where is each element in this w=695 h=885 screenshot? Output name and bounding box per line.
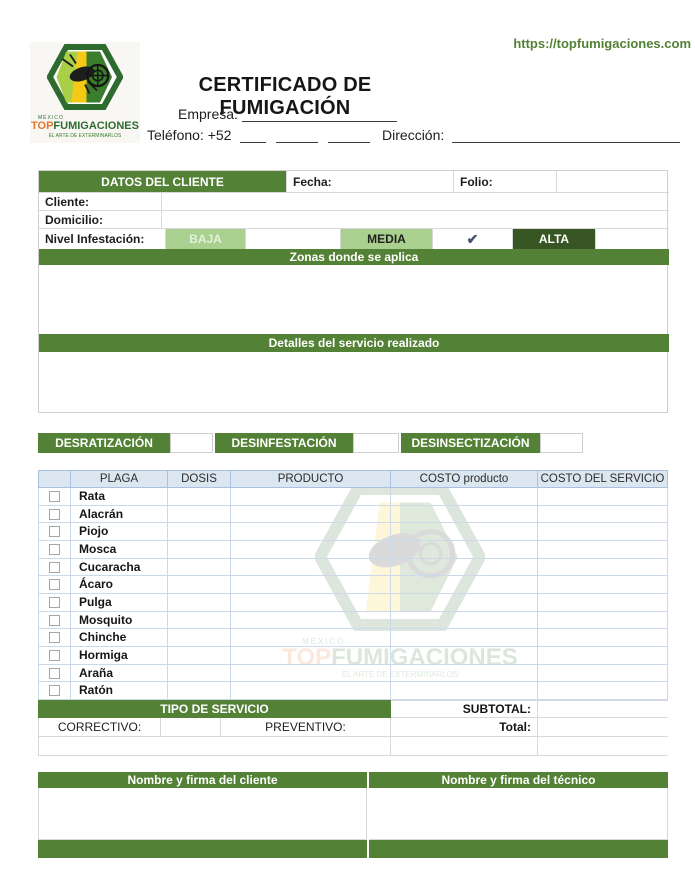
producto-cell[interactable] <box>231 541 391 559</box>
checkbox-icon[interactable] <box>49 544 60 555</box>
logo-tagline: EL ARTE DE EXTERMINARLOS <box>48 133 122 139</box>
service-type-row <box>38 433 668 453</box>
pest-name: Araña <box>71 665 168 683</box>
signature-section <box>38 772 668 858</box>
costo-servicio-cell[interactable] <box>538 665 668 683</box>
dosis-cell[interactable] <box>168 647 231 665</box>
pest-checkbox-cell[interactable] <box>38 612 71 630</box>
empresa-input[interactable] <box>242 108 397 122</box>
empty-cell-left[interactable] <box>38 737 391 756</box>
subtotal-value-cell[interactable] <box>538 700 668 718</box>
tech-signature-header: Nombre y firma del técnico <box>369 772 668 788</box>
dosis-cell[interactable] <box>168 612 231 630</box>
costo-producto-cell[interactable] <box>391 612 538 630</box>
pest-name: Mosca <box>71 541 168 559</box>
hexagon-logo-icon <box>47 44 123 110</box>
dosis-cell[interactable] <box>168 665 231 683</box>
dosis-cell[interactable] <box>168 506 231 524</box>
col-producto: PRODUCTO <box>231 470 391 488</box>
checkbox-icon[interactable] <box>49 509 60 520</box>
check-icon: ✔ <box>466 230 479 247</box>
pest-row <box>38 682 668 700</box>
empresa-line <box>178 106 397 122</box>
pest-row <box>38 594 668 612</box>
service-desratizacion-check-cell[interactable] <box>170 433 213 453</box>
fecha-label: Fecha: <box>293 174 332 189</box>
direccion-input[interactable] <box>452 129 680 143</box>
producto-cell[interactable] <box>231 629 391 647</box>
dosis-cell[interactable] <box>168 559 231 577</box>
domicilio-label-cell <box>39 211 162 229</box>
pest-row <box>38 576 668 594</box>
dosis-cell[interactable] <box>168 629 231 647</box>
company-logo <box>30 42 140 143</box>
producto-cell[interactable] <box>231 665 391 683</box>
dosis-cell[interactable] <box>168 682 231 700</box>
total-label-cell <box>391 718 538 737</box>
detalles-header: Detalles del servicio realizado <box>39 334 669 352</box>
watermark-brand-top: TOP <box>282 644 332 671</box>
checkbox-icon[interactable] <box>49 526 60 537</box>
nivel-alta-check-cell[interactable] <box>596 229 669 249</box>
logo-brand-rest: FUMIGACIONES <box>53 120 139 132</box>
pest-row <box>38 506 668 524</box>
telefono-label: Teléfono: +52 <box>147 127 232 143</box>
telefono-input-2[interactable] <box>276 129 318 143</box>
empty-cell-mid[interactable] <box>391 737 538 756</box>
tech-signature-footer-bar <box>369 840 668 858</box>
col-costo-producto: COSTO producto <box>391 470 538 488</box>
pest-checkbox-cell[interactable] <box>38 576 71 594</box>
logo-country: MÉXICO <box>38 115 64 121</box>
pest-table-header <box>38 470 668 488</box>
service-desinsectizacion-check-cell[interactable] <box>540 433 583 453</box>
costo-producto-cell[interactable] <box>391 506 538 524</box>
costo-servicio-cell[interactable] <box>538 629 668 647</box>
zonas-header: Zonas donde se aplica <box>39 249 669 265</box>
folio-label: Folio: <box>460 174 493 189</box>
costo-producto-cell[interactable] <box>391 523 538 541</box>
costo-producto-cell[interactable] <box>391 682 538 700</box>
nivel-option-media[interactable]: MEDIA <box>341 229 433 249</box>
costo-producto-cell[interactable] <box>391 541 538 559</box>
pest-name: Pulga <box>71 594 168 612</box>
costo-servicio-cell[interactable] <box>538 506 668 524</box>
pest-checkbox-cell[interactable] <box>38 488 71 506</box>
costo-producto-cell[interactable] <box>391 594 538 612</box>
client-signature-header: Nombre y firma del cliente <box>38 772 367 788</box>
costo-servicio-cell[interactable] <box>538 682 668 700</box>
pest-checkbox-cell[interactable] <box>38 629 71 647</box>
correctivo-label: CORRECTIVO: <box>57 720 142 734</box>
cliente-value-cell[interactable] <box>162 193 669 211</box>
checkbox-icon[interactable] <box>49 632 60 643</box>
pest-checkbox-cell[interactable] <box>38 523 71 541</box>
checkbox-icon[interactable] <box>49 615 60 626</box>
totals-empty-row <box>38 737 668 756</box>
tipo-servicio-row <box>38 700 668 718</box>
pest-checkbox-cell[interactable] <box>38 665 71 683</box>
costo-producto-cell[interactable] <box>391 488 538 506</box>
costo-servicio-cell[interactable] <box>538 612 668 630</box>
costo-servicio-cell[interactable] <box>538 541 668 559</box>
costo-producto-cell[interactable] <box>391 576 538 594</box>
pest-table <box>38 470 668 756</box>
pest-name: Chinche <box>71 629 168 647</box>
pest-row <box>38 665 668 683</box>
producto-cell[interactable] <box>231 488 391 506</box>
producto-cell[interactable] <box>231 594 391 612</box>
zonas-input-area[interactable] <box>39 265 669 334</box>
checkbox-icon[interactable] <box>49 579 60 590</box>
pest-name: Ratón <box>71 682 168 700</box>
dosis-cell[interactable] <box>168 576 231 594</box>
cliente-label: Cliente: <box>45 194 90 209</box>
costo-producto-cell[interactable] <box>391 665 538 683</box>
producto-cell[interactable] <box>231 559 391 577</box>
tech-signature-area[interactable] <box>369 788 668 840</box>
logo-wordmark <box>30 121 140 132</box>
subtotal-label: SUBTOTAL: <box>462 702 531 716</box>
costo-servicio-cell[interactable] <box>538 594 668 612</box>
pest-row <box>38 488 668 506</box>
nivel-baja-check-cell[interactable] <box>246 229 341 249</box>
pest-name: Alacrán <box>71 506 168 524</box>
pest-checkbox-cell[interactable] <box>38 682 71 700</box>
nivel-option-alta[interactable]: ALTA <box>513 229 596 249</box>
producto-cell[interactable] <box>231 523 391 541</box>
client-section-header: DATOS DEL CLIENTE <box>39 171 287 193</box>
empty-cell-right[interactable] <box>538 737 668 756</box>
direccion-label: Dirección: <box>382 127 445 143</box>
subtotal-label-cell <box>391 700 538 718</box>
pest-name: Cucaracha <box>71 559 168 577</box>
costo-producto-cell[interactable] <box>391 629 538 647</box>
pest-checkbox-cell[interactable] <box>38 594 71 612</box>
costo-servicio-cell[interactable] <box>538 523 668 541</box>
tipo-servicio-header: TIPO DE SERVICIO <box>38 700 391 718</box>
col-costo-servicio: COSTO DEL SERVICIO <box>538 470 668 488</box>
pest-name: Rata <box>71 488 168 506</box>
service-desinfestacion: DESINFESTACIÓN <box>215 433 353 453</box>
preventivo-label: PREVENTIVO: <box>265 720 346 734</box>
client-data-table <box>38 170 668 413</box>
col-dosis: DOSIS <box>168 470 231 488</box>
nivel-option-baja[interactable]: BAJA <box>166 229 246 249</box>
pest-row <box>38 647 668 665</box>
checkbox-icon[interactable] <box>49 491 60 502</box>
pest-checkbox-cell[interactable] <box>38 506 71 524</box>
telefono-input-1[interactable] <box>240 129 266 143</box>
pest-name: Hormiga <box>71 647 168 665</box>
producto-cell[interactable] <box>231 506 391 524</box>
costo-servicio-cell[interactable] <box>538 576 668 594</box>
checkbox-icon[interactable] <box>49 597 60 608</box>
producto-cell[interactable] <box>231 576 391 594</box>
folio-cell[interactable] <box>454 171 557 193</box>
dosis-cell[interactable] <box>168 594 231 612</box>
checkbox-icon[interactable] <box>49 650 60 661</box>
correctivo-value-cell[interactable] <box>161 718 221 737</box>
producto-cell[interactable] <box>231 682 391 700</box>
pest-row <box>38 629 668 647</box>
pest-name: Ácaro <box>71 576 168 594</box>
service-desinsectizacion: DESINSECTIZACIÓN <box>401 433 540 453</box>
costo-servicio-cell[interactable] <box>538 559 668 577</box>
service-desratizacion: DESRATIZACIÓN <box>38 433 170 453</box>
nivel-label: Nivel Infestación: <box>45 232 145 246</box>
pest-checkbox-cell[interactable] <box>38 559 71 577</box>
correctivo-preventivo-row <box>38 718 668 737</box>
dosis-cell[interactable] <box>168 523 231 541</box>
pest-name: Mosquito <box>71 612 168 630</box>
logo-brand-top: TOP <box>31 120 54 132</box>
watermark-country: MÉXICO <box>302 637 346 646</box>
detalles-input-area[interactable] <box>39 352 669 414</box>
cliente-label-cell <box>39 193 162 211</box>
pest-name: Piojo <box>71 523 168 541</box>
total-value-cell[interactable] <box>538 718 668 737</box>
domicilio-value-cell[interactable] <box>162 211 669 229</box>
preventivo-label-cell <box>221 718 391 737</box>
costo-producto-cell[interactable] <box>391 559 538 577</box>
checkbox-icon[interactable] <box>49 668 60 679</box>
website-link[interactable]: https://topfumigaciones.com <box>513 36 691 51</box>
correctivo-label-cell <box>38 718 161 737</box>
dosis-cell[interactable] <box>168 488 231 506</box>
pest-row <box>38 559 668 577</box>
telefono-direccion-line <box>147 127 680 143</box>
total-label: Total: <box>499 720 531 734</box>
nivel-media-check-cell[interactable] <box>433 229 513 249</box>
checkbox-icon[interactable] <box>49 562 60 573</box>
checkbox-icon[interactable] <box>49 685 60 696</box>
pest-row <box>38 612 668 630</box>
empresa-label: Empresa: <box>178 106 238 122</box>
client-signature-area[interactable] <box>38 788 367 840</box>
dosis-cell[interactable] <box>168 541 231 559</box>
nivel-label-cell <box>39 229 166 249</box>
client-signature-footer-bar <box>38 840 367 858</box>
fecha-cell[interactable] <box>287 171 454 193</box>
pest-checkbox-cell[interactable] <box>38 647 71 665</box>
costo-servicio-cell[interactable] <box>538 647 668 665</box>
watermark-brand-rest: FUMIGACIONES <box>331 644 518 671</box>
costo-servicio-cell[interactable] <box>538 488 668 506</box>
folio-value-cell[interactable] <box>557 171 669 193</box>
pest-checkbox-cell[interactable] <box>38 541 71 559</box>
producto-cell[interactable] <box>231 647 391 665</box>
pest-row <box>38 523 668 541</box>
page-title: CERTIFICADO DE FUMIGACIÓN <box>198 74 372 119</box>
col-checkbox <box>38 470 71 488</box>
watermark-tagline: EL ARTE DE EXTERMINARLOS <box>341 670 459 679</box>
costo-producto-cell[interactable] <box>391 647 538 665</box>
service-desinfestacion-check-cell[interactable] <box>353 433 399 453</box>
producto-cell[interactable] <box>231 612 391 630</box>
pest-row <box>38 541 668 559</box>
domicilio-label: Domicilio: <box>45 212 104 227</box>
telefono-input-3[interactable] <box>328 129 370 143</box>
col-plaga: PLAGA <box>71 470 168 488</box>
